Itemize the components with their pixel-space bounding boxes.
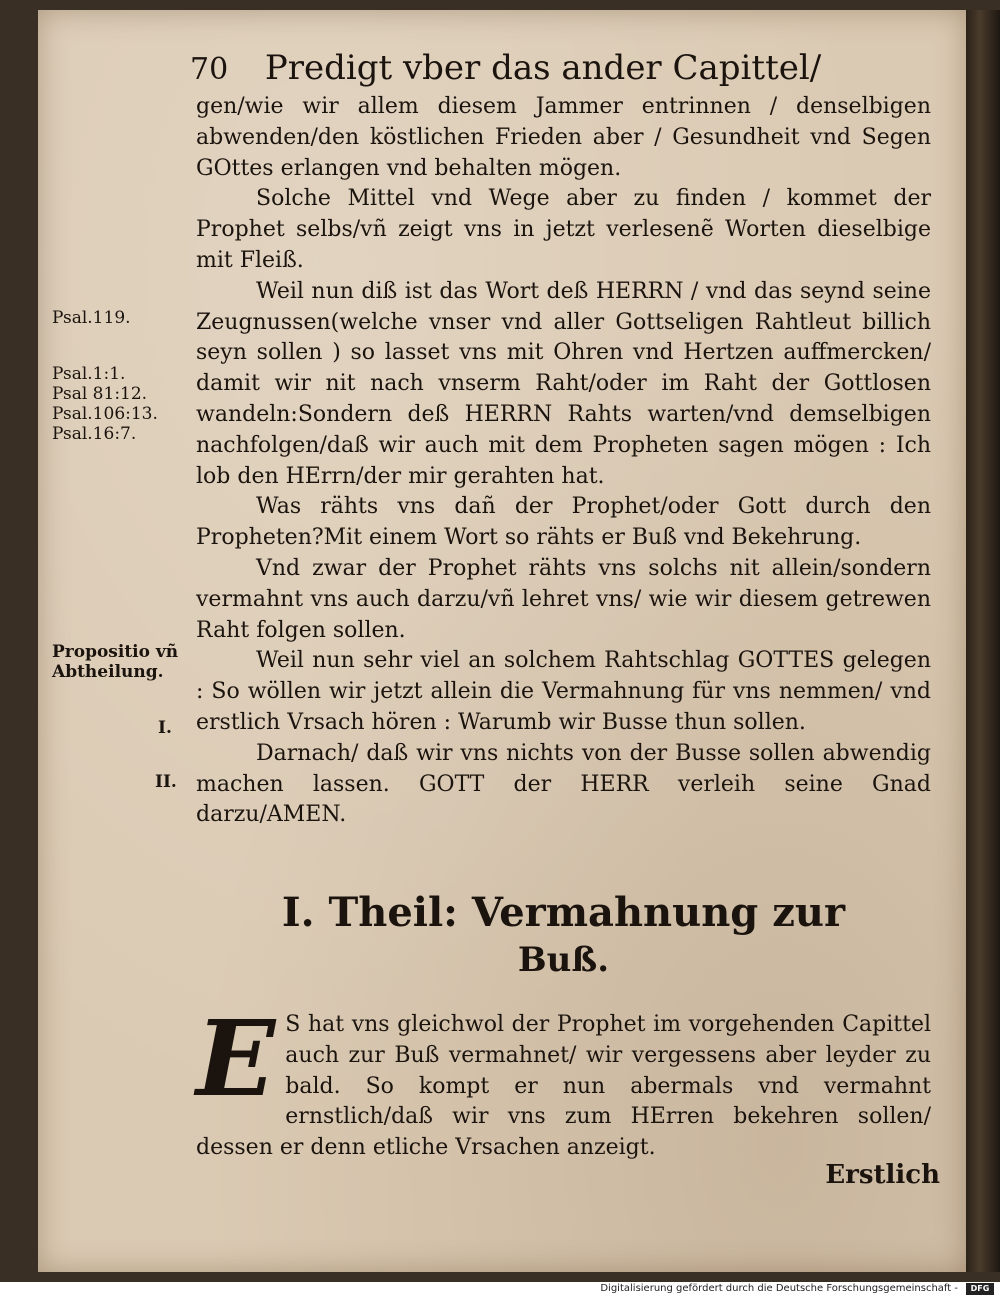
paragraph: Was rähts vns dañ der Prophet/oder Gott durch den Propheten?Mit einem Wort so rähts er Buß vnd Bekehrung. <box>196 494 931 551</box>
paragraph: Vnd zwar der Prophet rähts vns solchs nit allein/sondern vermahnt vns auch darzu/vñ lehret vns/ wie wir diesem getrewen Raht folgen sollen. <box>196 555 931 643</box>
catchword: Erstlich <box>825 1160 940 1190</box>
margin-numeral-two: II. <box>155 772 177 792</box>
margin-note-psalm-refs <box>52 364 202 444</box>
section-heading-main: I. Theil: Vermahnung zur <box>281 889 846 936</box>
drop-capital: E <box>196 997 276 1120</box>
funding-credit: Digitalisierung gefördert durch die Deutsche Forschungsgemeinschaft - <box>600 1283 958 1294</box>
running-title: Predigt vber das ander Capittel/ <box>264 48 822 88</box>
margin-numeral-one: I. <box>158 718 172 738</box>
psalm-ref: Psal 81:12. <box>52 384 148 404</box>
paragraph: Darnach/ daß wir vns nichts von der Busse sollen abwendig machen lassen. GOTT der HERR verleih seine Gnad darzu/AMEN. <box>196 740 931 828</box>
paragraph: gen/wie wir allem diesem Jammer entrinnen / denselbigen abwenden/den köstlichen Frieden aber / Gesundheit vnd Segen GOttes erlangen vnd behalten mögen. <box>196 94 931 181</box>
psalm-ref: Psal.106:13. <box>52 404 158 424</box>
margin-note-psalm-119: Psal.119. <box>52 308 131 328</box>
psalm-ref: Psal.16:7. <box>52 424 137 444</box>
paragraph: Weil nun diß ist das Wort deß HERRN / vnd das seynd seine Zeugnussen(welche vnser vnd aller Gottseligen Rahtleut billich seyn sollen ) so lasset vns mit Ohren vnd Hertzen auffmercken/ damit wir nit nach vnserm Raht/oder im Raht der Gottlosen wandeln:Sondern deß HERRN Rahts warten/vnd demselbigen nachfolgen/daß wir auch mit dem Propheten sagen mögen : Ich lob den HErrn/der mir gerahten hat. <box>196 278 931 489</box>
section-heading-sub: Buß. <box>517 940 610 980</box>
dfg-logo: DFG <box>966 1283 994 1295</box>
opening-paragraph: S hat vns gleichwol der Prophet im vorgehenden Capittel auch zur Buß vermahnet/ wir vergessens aber leyder zu bald. So kompt er nun abermals vnd vermahnt ernstlich/daß wir vns zum HErren bekehren sollen/ dessen er denn etliche Vrsachen anzeigt. <box>196 1012 931 1161</box>
paragraph: Solche Mittel vnd Wege aber zu finden / kommet der Prophet selbs/vñ zeigt vns in jetzt verlesenẽ Worten dieselbige mit Fleiß. <box>196 186 931 273</box>
paragraph: Weil nun sehr viel an solchem Rahtschlag GOTTES gelegen : So wöllen wir jetzt allein die Vermahnung für vns nemmen/ vnd erstlich Vrsach hören : Warumb wir Busse thun sollen. <box>196 648 931 735</box>
footer-bar <box>0 1282 1000 1297</box>
psalm-ref: Psal.1:1. <box>52 364 126 384</box>
book-edge <box>966 10 1000 1272</box>
running-head <box>190 48 830 88</box>
section-heading <box>196 888 931 982</box>
margin-note-propositio: Propositio vñ Abtheilung. <box>52 642 179 682</box>
section-opening-text <box>196 997 931 1164</box>
page-number: 70 <box>190 52 229 87</box>
